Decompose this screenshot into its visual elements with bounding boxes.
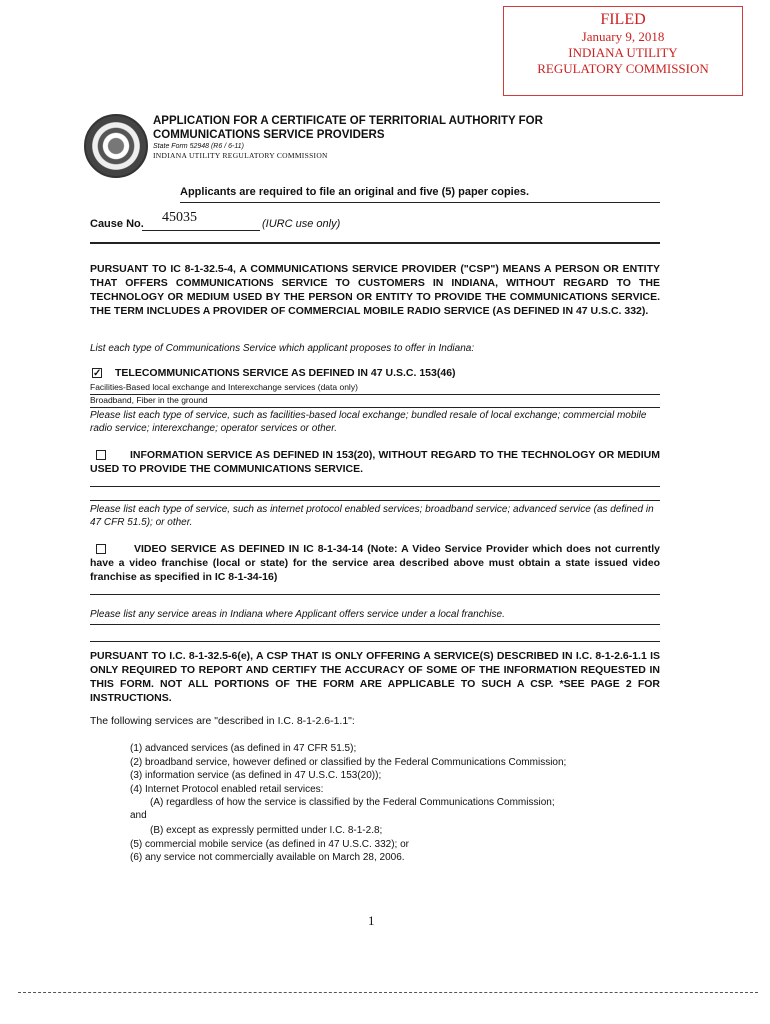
list-item: (B) except as expressly permitted under I.C. 8-1-2.8; [150, 825, 383, 836]
form-number: State Form 52948 (R6 / 6-11) [153, 143, 244, 150]
page-number: 1 [368, 913, 375, 928]
stamp-line1: INDIANA UTILITY [568, 45, 678, 60]
telecom-checkbox[interactable]: ✓ [93, 368, 102, 379]
cause-number[interactable]: 45035 [162, 210, 197, 225]
stamp-date: January 9, 2018 [581, 29, 665, 44]
iurc-note: (IURC use only) [262, 218, 341, 230]
list-item: (1) advanced services (as defined in 47 CFR 51.5); [130, 743, 357, 754]
services-intro: The following services are "described in I.C. 8-1-2.6-1.1": [90, 715, 355, 727]
telecom-instruction: Please list each type of service, such as facilities-based local exchange; bundled resale of local exchange; commercial mobile radio service; interexchange; operator services or other. [90, 410, 647, 434]
page-edge [18, 992, 758, 993]
video-label: VIDEO SERVICE AS DEFINED IN IC 8-1-34-14 (Note: A Video Service Provider which does not currently have a video franchise (local or state) for the service area described above must obtain a state issued video franchise as specified in IC 8-1-34-16) [90, 543, 660, 583]
and-word: and [130, 810, 147, 821]
list-item: (4) Internet Protocol enabled retail services: [130, 783, 324, 795]
video-instruction: Please list any service areas in Indiana where Applicant offers service under a local franchise. [90, 609, 505, 620]
entry-line [90, 624, 660, 625]
services-list [130, 742, 566, 810]
list-item: (A) regardless of how the service is classified by the Federal Communications Commission; [150, 797, 555, 808]
telecom-entry-2[interactable]: Broadband, Fiber in the ground [90, 395, 208, 405]
information-label: INFORMATION SERVICE AS DEFINED IN 153(20), WITHOUT REGARD TO THE TECHNOLOGY OR MEDIUM USED TO PROVIDE THE COMMUNICATIONS SERVICE. [90, 449, 660, 475]
divider [180, 202, 660, 203]
list-item: (6) any service not commercially available on March 28, 2006. [130, 852, 405, 863]
telecom-entry-1[interactable]: Facilities-Based local exchange and Interexchange services (data only) [90, 382, 358, 392]
entry-line [90, 500, 660, 501]
stamp-title: FILED [600, 11, 646, 28]
list-item: (5) commercial mobile service (as defined in 47 U.S.C. 332); or [130, 838, 409, 850]
list-intro: List each type of Communications Service which applicant proposes to offer in Indiana: [90, 343, 475, 354]
entry-line [90, 641, 660, 642]
csp-definition: PURSUANT TO IC 8-1-32.5-4, A COMMUNICATIONS SERVICE PROVIDER ("CSP") MEANS A PERSON OR ENTITY THAT OFFERS COMMUNICATIONS SERVICE TO CUSTOMERS IN INDIANA, WITHOUT REGARD TO THE TECHNOLOGY OR MEDIUM USED BY THE PERSON OR ENTITY TO PROVIDE THE COMMUNICATIONS SERVICE. THE TERM INCLUDES A PROVIDER OF COMMERCIAL MOBILE RADIO SERVICE (AS DEFINED IN 47 U.S.C. 332). [90, 263, 660, 317]
information-instruction: Please list each type of service, such as internet protocol enabled services; broadband service; advanced service (as defined in 47 CFR 51.5); or other. [90, 504, 654, 528]
thick-divider [90, 242, 660, 244]
list-item: (3) information service (as defined in 47 U.S.C. 153(20)); [130, 770, 382, 781]
copies-note: Applicants are required to file an original and five (5) paper copies. [180, 186, 530, 198]
entry-line [90, 407, 660, 408]
entry-line [90, 594, 660, 595]
form-header [153, 114, 543, 161]
stamp-line2: REGULATORY COMMISSION [537, 61, 709, 76]
state-seal-icon [84, 114, 148, 178]
form-title-line1: APPLICATION FOR A CERTIFICATE OF TERRITORIAL AUTHORITY FOR [153, 115, 543, 127]
filed-stamp [503, 6, 743, 96]
csp-reporting-note: PURSUANT TO I.C. 8-1-32.5-6(e), A CSP THAT IS ONLY OFFERING A SERVICE(S) DESCRIBED IN I.C. 8-1-2.6-1.1 IS ONLY REQUIRED TO REPORT AND CERTIFY THE ACCURACY OF SOME OF THE INFORMATION REQUESTED IN THIS FORM. NOT ALL PORTIONS OF THE FORM ARE APPLICABLE TO SUCH A CSP. *SEE PAGE 2 FOR INSTRUCTIONS. [90, 650, 660, 704]
services-list-2 [130, 824, 409, 865]
cause-underline [142, 230, 260, 231]
agency-name: INDIANA UTILITY REGULATORY COMMISSION [153, 151, 328, 160]
list-item: (2) broadband service, however defined or classified by the Federal Communications Commission; [130, 756, 567, 768]
form-title-line2: COMMUNICATIONS SERVICE PROVIDERS [153, 129, 385, 141]
entry-line [90, 486, 660, 487]
cause-label: Cause No. [90, 218, 144, 230]
telecom-label: TELECOMMUNICATIONS SERVICE AS DEFINED IN 47 U.S.C. 153(46) [115, 367, 456, 379]
